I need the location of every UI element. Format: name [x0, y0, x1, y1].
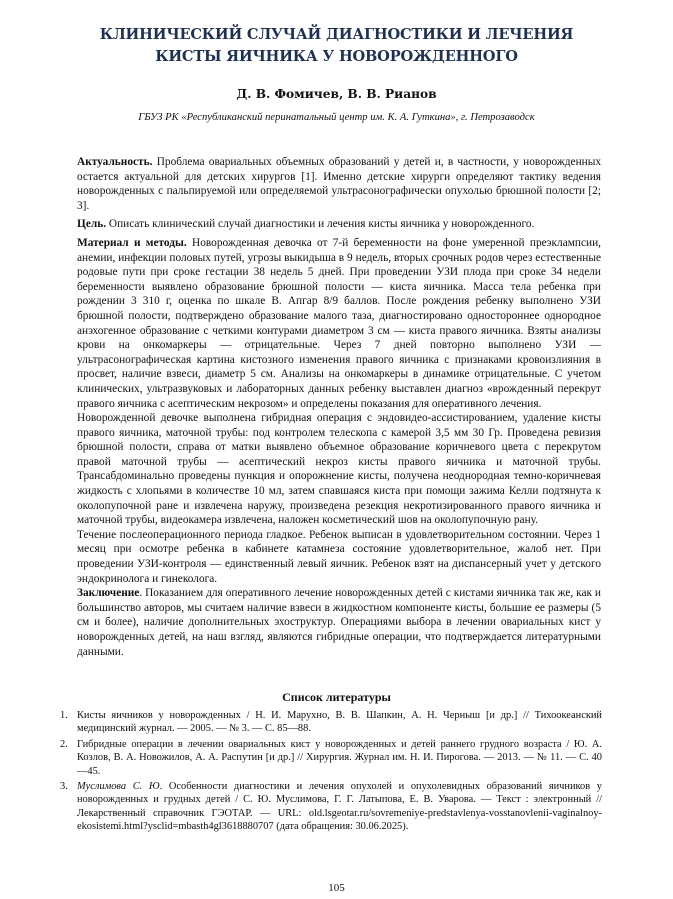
conclusion-heading: Заключение	[77, 587, 140, 600]
reference-author-italic: Муслимова С. Ю	[77, 781, 160, 793]
reference-item	[60, 738, 602, 778]
article-affiliation: ГБУЗ РК «Республиканский перинатальный центр им. К. А. Гуткина», г. Петрозаводск	[138, 112, 535, 123]
article-authors: Д. В. Фомичев, В. В. Рианов	[236, 87, 437, 101]
reference-number: 1.	[60, 710, 68, 721]
reference-text: Гибридные операции в лечении овариальных кист у новорожденных и детей раннего грудного возраста / Ю. А. Козлов, В. А. Новожилов, А. А. Распутин [и др.] // Хирургия. Журнал им. Н. И. Пирогова. — 2013. — № 11. — С. 40—45.	[77, 738, 602, 777]
article-title-line-2: КИСТЫ ЯИЧНИКА У НОВОРОЖДЕННОГО	[155, 48, 518, 65]
relevance-paragraph	[77, 155, 601, 213]
article-title-line-1: КЛИНИЧЕСКИЙ СЛУЧАЙ ДИАГНОСТИКИ И ЛЕЧЕНИЯ	[99, 26, 574, 43]
relevance-text: Проблема овариальных объемных образований у детей и, в частности, у новорожденных остается актуальной для детских хирургов [1]. Именно детские хирурги определяют тактику ведения новорожденных с пальпируемой или определяемой ультрасонографически опухолью брюшной полости [2; 3].	[77, 156, 602, 212]
article-body	[77, 155, 601, 659]
goal-text: Описать клинический случай диагностики и лечения кисты яичника у новорожденного.	[108, 218, 535, 231]
reference-text: Кисты яичников у новорожденных / Н. И. Марухно, В. В. Шапкин, А. Н. Черныш [и др.] // Тихоокеанский медицинский журнал. — 2005. — № 3. — С. 85—88.	[77, 710, 602, 735]
conclusion-text: . Показанием для оперативного лечение новорожденных детей с кистами яичника так же, как и большинство авторов, мы считаем наличие взвеси в жидкостном компоненте кисты, большие ее размеры (5 см и более), наличие дополнительных эхоструктур. Операциями выбора в лечении овариальных кист у новорожденных детей, на наш взгляд, являются гибридные операции, что подтверждается литературными данными.	[77, 587, 601, 658]
references-list	[60, 709, 602, 836]
conclusion-paragraph	[77, 586, 601, 659]
goal-paragraph	[77, 217, 601, 232]
methods-heading: Материал и методы.	[77, 236, 187, 249]
postop-paragraph: Течение послеоперационного периода гладкое. Ребенок выписан в удовлетворительном состоянии. Через 1 месяц при осмотре ребенка в кабинете катамнеза состояние удовлетворительное, жалоб нет. При проведении УЗИ-контроля — единственный левый яичник. Ребенок взят на диспансерный учет у детского эндокринолога и гинеколога.	[77, 528, 601, 585]
relevance-heading: Актуальность.	[77, 156, 153, 168]
references-title: Список литературы	[282, 690, 391, 704]
reference-number: 2.	[60, 738, 68, 750]
goal-heading: Цель.	[77, 218, 107, 231]
reference-text: . Особенности диагностики и лечения опухолей и опухолевидных образований яичников у новорожденных и грудных детей / С. Ю. Муслимова, Г. Г. Латыпова, Е. В. Уварова. — Текст : электронный // Лекарственный справочник ГЭОТАР. — URL: old.lsgeotar.ru/sovremeniye-predstavlenya-vosstanovlenii-vaginalnoy-ekosistemi.html?ysclid=mbasth4gl3618880707 (дата обращения: 30.06.2025).	[77, 781, 603, 833]
page-number: 105	[328, 882, 345, 894]
methods-text: Новорожденная девочка от 7-й беременности на фоне умеренной преэклампсии, анемии, инфекции половых путей, угрозы выкидыша в 9 недель, вторых срочных родов через естественные родовые пути при сроке гестации 38 недель 5 дней. При проведении УЗИ плода при сроке 34 недели беременности выявлено образование брюшной полости — киста яичника. Масса тела ребенка при рождении 3 310 г, оценка по шкале В. Апгар 8/9 баллов. После рождения ребенку выполнено УЗИ брюшной полости, подтверждено образование малого таза, диагностировано одностороннее однородное анэхогенное образование с четкими контурами диаметром 3 см — киста правого яичника. Взяты анализы крови на онкомаркеры — отрицательные. Через 7 дней повторно выполнено УЗИ — ультрасонографическая картина кистозного изменения правого яичника с признаками кровоизлияния в просвет, наличие взвеси, диаметр 5 см. Анализы на онкомаркеры в динамике отрицательные. С учетом клинических, ультразвуковых и лабораторных данных ребенку выставлен диагноз «врожденный перекрут правого яичника с асептическим некрозом» и определены показания для оперативного лечения.	[77, 236, 602, 410]
reference-item	[60, 709, 602, 736]
article-title	[60, 24, 613, 68]
operation-paragraph: Новорожденной девочке выполнена гибридная операция с эндовидео-ассистированием, удаление кисты правого яичника, маточной трубы: под контролем телескопа с камерой 3,5 мм 30 Гр. Проведена ревизия брюшной полости, справа от матки выявлено объемное образование коричневого цвета с перекрутом правой маточной трубы — асептический некроз кисты правого яичника и маточной трубы. Трансабдоминально проведены пункция и опорожнение кисты, получена неоднородная темно-коричневая жидкость с хлопьями в количестве 10 мл, затем спавшаяся киста при помощи зажима Келли подтянута к околопупочной ране и извлечена наружу, произведена резекция некротизированного правого яичника и маточной трубы, видеокамера извлечена, наложен косметический шов на околопупочную рану.	[77, 412, 601, 527]
reference-number: 3.	[60, 781, 68, 793]
methods-paragraph	[77, 236, 601, 411]
reference-item	[60, 780, 602, 834]
